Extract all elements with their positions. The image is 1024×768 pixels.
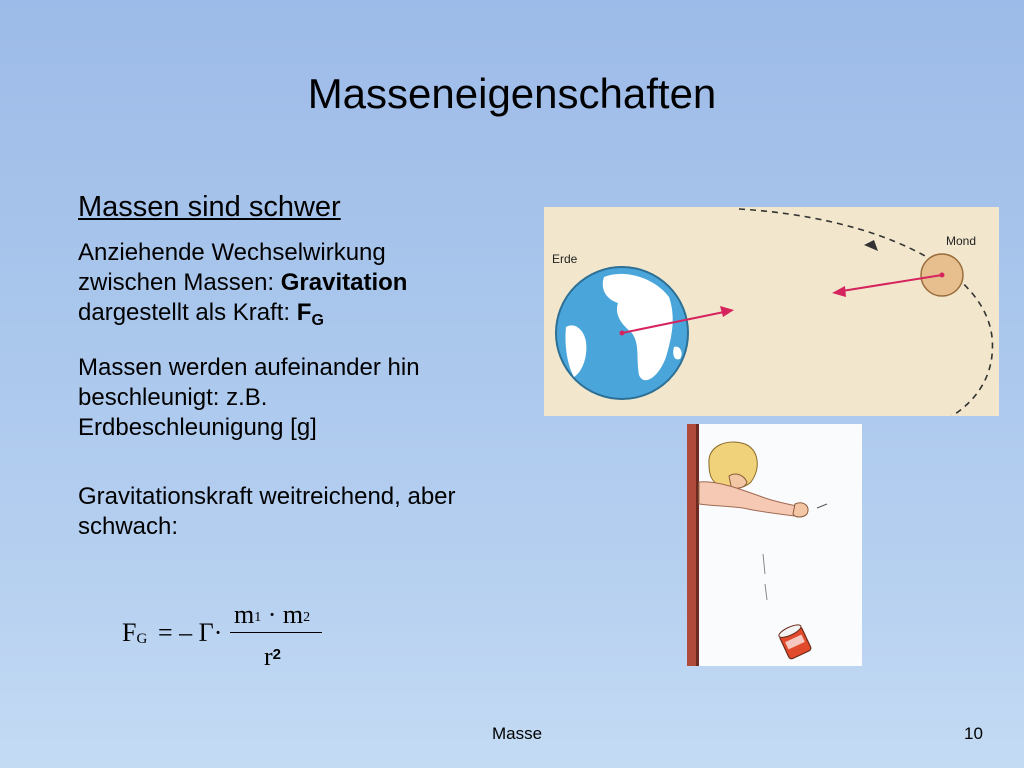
section-heading: Massen sind schwer — [78, 191, 341, 223]
force-subscript: G — [311, 312, 324, 329]
bold-term-gravitation: Gravitation — [280, 269, 408, 296]
formula-equals-gamma: = – Γ· — [158, 618, 223, 647]
text-block-weak-force — [78, 482, 548, 542]
moon-center-dot — [940, 273, 945, 278]
text-line: Massen werden aufeinander hin — [78, 354, 420, 381]
formula-lhs: FG — [122, 618, 148, 647]
text-line: schwach: — [78, 513, 179, 540]
gravitation-formula — [122, 600, 352, 672]
text-line: beschleunigt: z.B. — [78, 384, 268, 411]
slide-title: Masseneigenschaften — [307, 70, 717, 117]
text-block-acceleration — [78, 353, 548, 443]
page-number: 10 — [964, 724, 983, 743]
moon-label: Mond — [946, 234, 977, 248]
text-line: zwischen Massen: — [78, 269, 281, 296]
force-symbol: F — [296, 299, 312, 326]
earth-label: Erde — [552, 252, 578, 266]
fraction-bar — [230, 632, 322, 633]
formula-denominator: $r^2$ — [264, 642, 282, 671]
falling-object-illustration — [687, 424, 862, 666]
earth-moon-figure — [544, 207, 999, 416]
footer-title: Masse — [491, 724, 543, 743]
earth-center-dot — [620, 331, 625, 336]
text-line: Gravitationskraft weitreichend, aber — [78, 483, 456, 510]
text-line: Anziehende Wechselwirkung — [78, 239, 386, 266]
tower-wall-edge — [696, 424, 699, 666]
text-line: dargestellt als Kraft: — [78, 299, 297, 326]
text-block-gravitation — [78, 238, 548, 336]
child-hand — [793, 503, 808, 517]
text-line: Erdbeschleunigung [g] — [78, 414, 317, 441]
formula-numerator: m1 · m2 — [234, 600, 311, 629]
tower-wall — [687, 424, 696, 666]
